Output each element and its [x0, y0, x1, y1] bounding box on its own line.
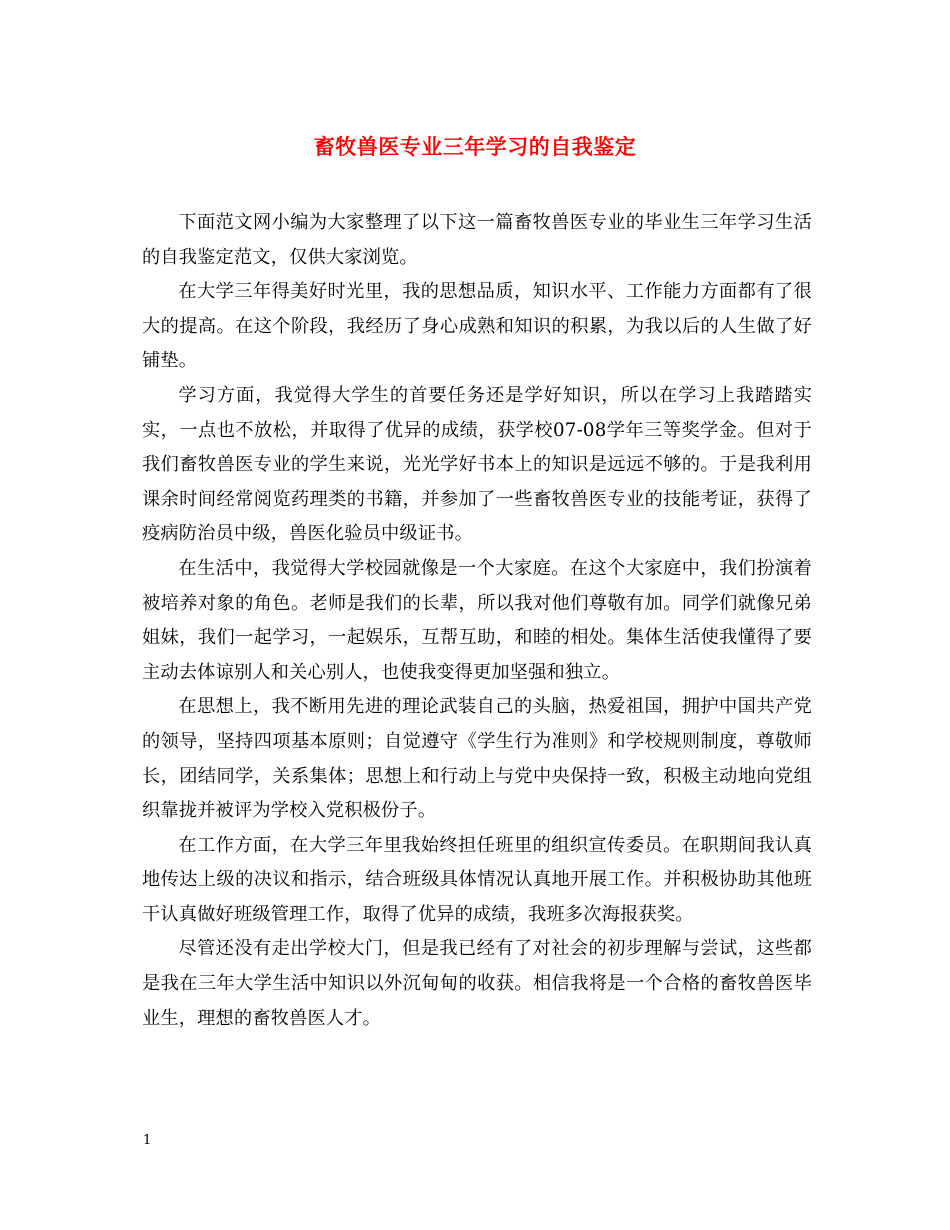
paragraph-5: 在思想上，我不断用先进的理论武装自己的头脑，热爱祖国，拥护中国共产党的领导，坚持四项基本原则；自觉遵守《学生行为准则》和学校规则制度，尊敬师长，团结同学，关系集体；思想上和行动上与党中央保持一致，积极主动地向党组织靠拢并被评为学校入党积极份子。 — [142, 696, 812, 822]
document-body — [142, 206, 812, 1036]
paragraph-2: 在大学三年得美好时光里，我的思想品质，知识水平、工作能力方面都有了很大的提高。在这个阶段，我经历了身心成熟和知识的积累，为我以后的人生做了好铺垫。 — [142, 281, 812, 372]
paragraph-4: 在生活中，我觉得大学校园就像是一个大家庭。在这个大家庭中，我们扮演着被培养对象的角色。老师是我们的长辈，所以我对他们尊敬有加。同学们就像兄弟姐妹，我们一起学习，一起娱乐，互帮互助，和睦的相处。集体生活使我懂得了要主动去体谅别人和关心别人，也使我变得更加坚强和独立。 — [142, 557, 812, 683]
document-title: 畜牧兽医专业三年学习的自我鉴定 — [313, 134, 637, 159]
paragraph-3: 学习方面，我觉得大学生的首要任务还是学好知识，所以在学习上我踏踏实实，一点也不放松，并取得了优异的成绩，获学校07-08学年三等奖学金。但对于我们畜牧兽医专业的学生来说，光光学好书本上的知识是远远不够的。于是我利用课余时间经常阅览药理类的书籍，并参加了一些畜牧兽医专业的技能考证，获得了疫病防治员中级，兽医化验员中级证书。 — [142, 384, 812, 545]
page-number: 1 — [143, 1133, 152, 1148]
paragraph-1: 下面范文网小编为大家整理了以下这一篇畜牧兽医专业的毕业生三年学习生活的自我鉴定范文，仅供大家浏览。 — [142, 212, 812, 268]
paragraph-7: 尽管还没有走出学校大门，但是我已经有了对社会的初步理解与尝试，这些都是我在三年大学生活中知识以外沉甸甸的收获。相信我将是一个合格的畜牧兽医毕业生，理想的畜牧兽医人才。 — [142, 938, 812, 1029]
paragraph-6: 在工作方面，在大学三年里我始终担任班里的组织宣传委员。在职期间我认真地传达上级的决议和指示，结合班级具体情况认真地开展工作。并积极协助其他班干认真做好班级管理工作，取得了优异的成绩，我班多次海报获奖。 — [142, 834, 812, 925]
